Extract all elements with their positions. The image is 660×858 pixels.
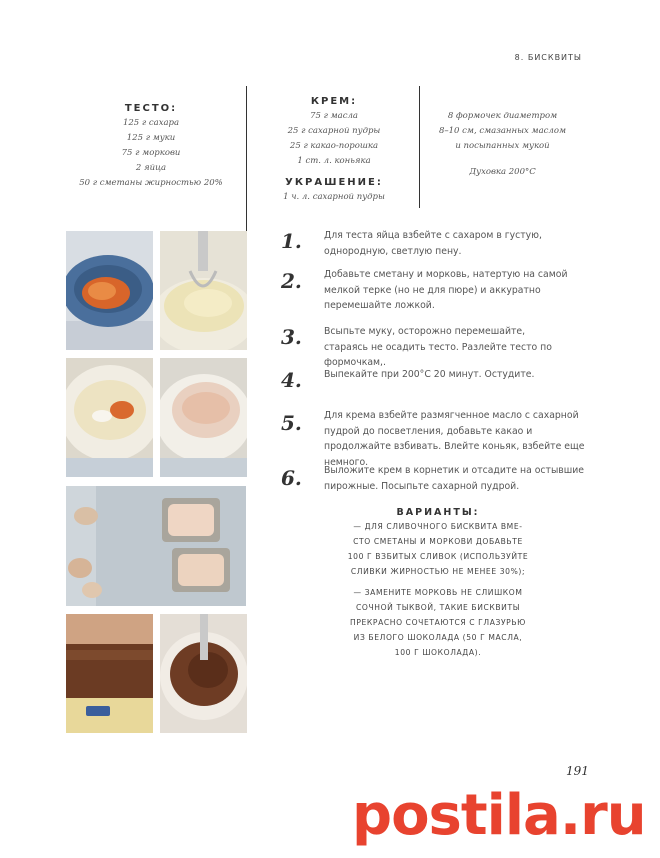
variant-line: 100 Г ШОКОЛАДА). bbox=[394, 648, 482, 657]
variant-line: СОЧНОЙ ТЫКВОЙ, ТАКИЕ БИСКВИТЫ bbox=[355, 603, 521, 612]
photo-grated-carrot bbox=[66, 231, 153, 350]
variant-1 bbox=[323, 519, 553, 579]
decoration-title: УКРАШЕНИЕ: bbox=[285, 177, 383, 188]
photo-batter-bowl bbox=[160, 358, 247, 477]
oven-temperature: Духовка 200°C bbox=[469, 167, 536, 177]
equipment-line: и посыпанных мукой bbox=[455, 141, 550, 151]
step-number: 6. bbox=[281, 466, 302, 490]
variant-line: 100 Г ВЗБИТЫХ СЛИВОК (ИСПОЛЬЗУЙТЕ bbox=[347, 552, 529, 561]
step-text: Добавьте сметану и морковь, натертую на самой мелкой терке (но не для пюре) и аккуратно перемешайте ложкой. bbox=[324, 269, 568, 311]
step-text: Выпекайте при 200°C 20 минут. Остудите. bbox=[324, 369, 535, 380]
photo-chocolate-butter bbox=[66, 614, 153, 733]
variant-line: СЛИВКИ ЖИРНОСТЬЮ НЕ МЕНЕЕ 30%); bbox=[350, 567, 526, 576]
cream-line: 25 г какао-порошка bbox=[289, 141, 379, 151]
step-number: 3. bbox=[281, 325, 302, 349]
page-number: 191 bbox=[566, 764, 589, 778]
step-number: 1. bbox=[281, 229, 302, 253]
photo-baked-cakes bbox=[66, 486, 246, 606]
dough-line: 50 г сметаны жирностью 20% bbox=[79, 178, 223, 188]
dough-title: ТЕСТО: bbox=[124, 103, 178, 114]
photo-flour-carrot-mix bbox=[66, 358, 153, 477]
step-text: Для теста яйца взбейте с сахаром в густую, однородную, светлую пену. bbox=[324, 230, 542, 257]
dough-line: 75 г моркови bbox=[121, 148, 181, 158]
step-text: Выложите крем в корнетик и отсадите на остывшие пирожные. Посыпьте сахарной пудрой. bbox=[324, 465, 585, 492]
variant-line: ИЗ БЕЛОГО ШОКОЛАДА (50 Г МАСЛА, bbox=[353, 633, 523, 642]
variants-box bbox=[323, 507, 553, 660]
dough-line: 125 г муки bbox=[126, 133, 176, 143]
cream-title: КРЕМ: bbox=[310, 96, 358, 107]
column-divider bbox=[246, 86, 247, 238]
step-text: Всыпьте муку, осторожно перемешайте, стараясь не осадить тесто. Разлейте тесто по формочкам,. bbox=[324, 326, 552, 368]
equipment-line: 8 формочек диаметром bbox=[447, 111, 558, 121]
step-number: 5. bbox=[281, 411, 302, 435]
variants-title: ВАРИАНТЫ: bbox=[396, 507, 480, 518]
variant-line: СТО СМЕТАНЫ И МОРКОВИ ДОБАВЬТЕ bbox=[353, 537, 523, 546]
variant-line: — ЗАМЕНИТЕ МОРКОВЬ НЕ СЛИШКОМ bbox=[353, 588, 523, 597]
watermark: postila.ru bbox=[352, 783, 646, 848]
equipment-line: 8–10 см, смазанных маслом bbox=[438, 126, 567, 136]
variant-2 bbox=[323, 585, 553, 660]
dough-line: 125 г сахара bbox=[122, 118, 180, 128]
section-header: 8. БИСКВИТЫ bbox=[514, 53, 582, 62]
dough-line: 2 яйца bbox=[135, 163, 167, 173]
photo-whipped-eggs bbox=[160, 231, 247, 350]
decoration-line: 1 ч. л. сахарной пудры bbox=[283, 192, 385, 202]
step-number: 2. bbox=[281, 269, 302, 293]
variant-line: — ДЛЯ СЛИВОЧНОГО БИСКВИТА ВМЕ- bbox=[353, 522, 523, 531]
variant-line: ПРЕКРАСНО СОЧЕТАЮТСЯ С ГЛАЗУРЬЮ bbox=[350, 618, 526, 627]
ingredients-cream bbox=[253, 94, 415, 205]
ingredients-dough bbox=[60, 101, 242, 191]
cream-line: 1 ст. л. коньяка bbox=[297, 156, 371, 166]
step-text: Для крема взбейте размягченное масло с сахарной пудрой до посветления, добавьте какао и продолжайте взбивать. Влейте коньяк, взбейте еще немного. bbox=[324, 410, 585, 468]
column-divider bbox=[419, 86, 420, 208]
step-number: 4. bbox=[281, 368, 302, 392]
cream-line: 25 г сахарной пудры bbox=[287, 126, 381, 136]
photo-chocolate-cream bbox=[160, 614, 247, 733]
cream-line: 75 г масла bbox=[310, 111, 358, 121]
equipment-info bbox=[425, 109, 580, 180]
